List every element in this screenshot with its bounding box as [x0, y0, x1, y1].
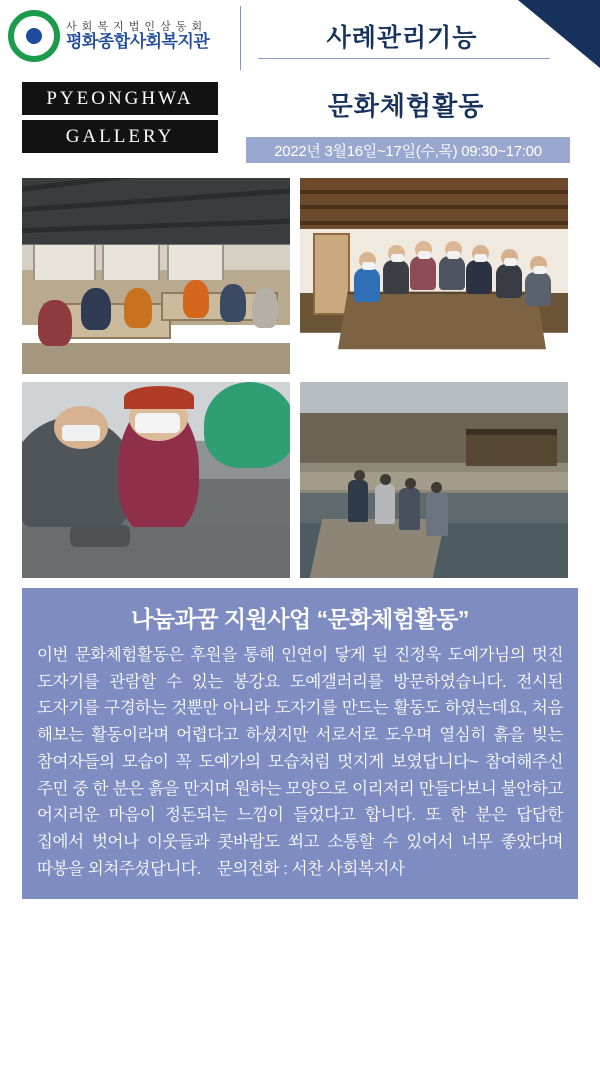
- participant: [252, 288, 278, 328]
- gallery-badge-line1: PYEONGHWA: [22, 82, 218, 115]
- article-title: 나눔과꿈 지원사업 “문화체험활동”: [25, 591, 575, 642]
- participant: [525, 272, 551, 306]
- work-table: [22, 527, 290, 578]
- photo-outdoor-walk: [300, 382, 568, 578]
- face-mask: [474, 254, 487, 262]
- organization-logo: [8, 10, 209, 62]
- hanok-building: [466, 429, 557, 466]
- organization-name-block: [66, 21, 209, 52]
- participant: [348, 480, 368, 522]
- participant: [220, 284, 246, 322]
- title-underline: [258, 58, 550, 59]
- face-mask: [362, 262, 375, 270]
- participant-head: [405, 478, 416, 489]
- page-header: [0, 0, 600, 78]
- window: [33, 245, 96, 280]
- ceiling-beam: [22, 185, 290, 214]
- window: [102, 245, 160, 280]
- gallery-badge-line2: GALLERY: [22, 120, 218, 153]
- face-mask: [62, 425, 100, 441]
- floor: [22, 343, 290, 374]
- door: [313, 233, 349, 315]
- participant: [183, 280, 209, 318]
- head-scarf: [124, 386, 194, 410]
- header-divider: [240, 6, 241, 70]
- photo-clay-hands: [22, 382, 290, 578]
- face-mask: [533, 266, 546, 274]
- participant-back: [204, 382, 290, 468]
- window: [167, 245, 225, 280]
- participant: [410, 256, 436, 290]
- face-mask: [418, 251, 431, 259]
- face-mask: [135, 413, 181, 433]
- participant: [81, 288, 111, 330]
- face-mask: [447, 251, 460, 259]
- ceiling-beam: [300, 205, 568, 209]
- organization-subtitle: 사 회 복 지 법 인 삼 동 회: [66, 20, 204, 33]
- subtitle-band: [0, 78, 600, 174]
- participant: [439, 256, 465, 290]
- clay-piece: [70, 525, 130, 547]
- ceiling-beam: [300, 221, 568, 225]
- participant: [383, 260, 409, 294]
- participant: [496, 264, 522, 298]
- photo-meeting-table: [300, 178, 568, 374]
- organization-title: 평화종합사회복지관: [66, 31, 210, 51]
- face-mask: [504, 258, 517, 266]
- participant: [38, 300, 72, 346]
- participant: [426, 492, 448, 536]
- article-card: [22, 588, 578, 899]
- article-body: 이번 문화체험활동은 후원을 통해 인연이 닿게 된 진정욱 도예가님의 멋진 도자기를 관람할 수 있는 봉강요 도예갤러리를 방문하였습니다. 전시된 도자기를 구경하는 것뿐만 아니라 도자기를 만드는 활동도 하였는데요, 처음 해보는 활동이라며 어렵다고 하셨지만 서로서로 도우며 열심히 흙을 빚는 참여자들의 모습이 꼭 도예가의 모습처럼 멋지게 보였답니다~ 참여해주신 주민 중 한 분은 흙을 만지며 원하는 모양으로 이리저리 만들다보니 불안하고 어지러운 마음이 정돈되는 느낌이 들었다고 합니다. 또 한 분은 답답한 집에서 벗어나 이웃들과 콧바람도 쐬고 소통할 수 있어서 너무 좋았다며 따봉을 외쳐주셨답니다. 문의전화 : 서찬 사회복지사: [37, 646, 563, 878]
- photo-grid: [22, 178, 578, 578]
- gallery-badge: [22, 82, 218, 153]
- participant: [124, 288, 152, 328]
- ceiling-beam: [300, 190, 568, 194]
- program-subtitle: 문화체험활동: [327, 91, 485, 121]
- page-title: 사례관리기능: [326, 24, 478, 52]
- participant: [399, 488, 420, 530]
- face-mask: [391, 254, 404, 262]
- event-date-banner: 2022년 3월16일~17일(수,목) 09:30~17:00: [246, 137, 570, 163]
- photo-pottery-workshop: [22, 178, 290, 374]
- participant: [466, 260, 492, 294]
- participant: [354, 268, 380, 302]
- participant: [375, 484, 395, 524]
- participant-head: [354, 470, 365, 481]
- circle-logo-icon: [8, 10, 60, 62]
- ceiling-beam: [22, 217, 290, 234]
